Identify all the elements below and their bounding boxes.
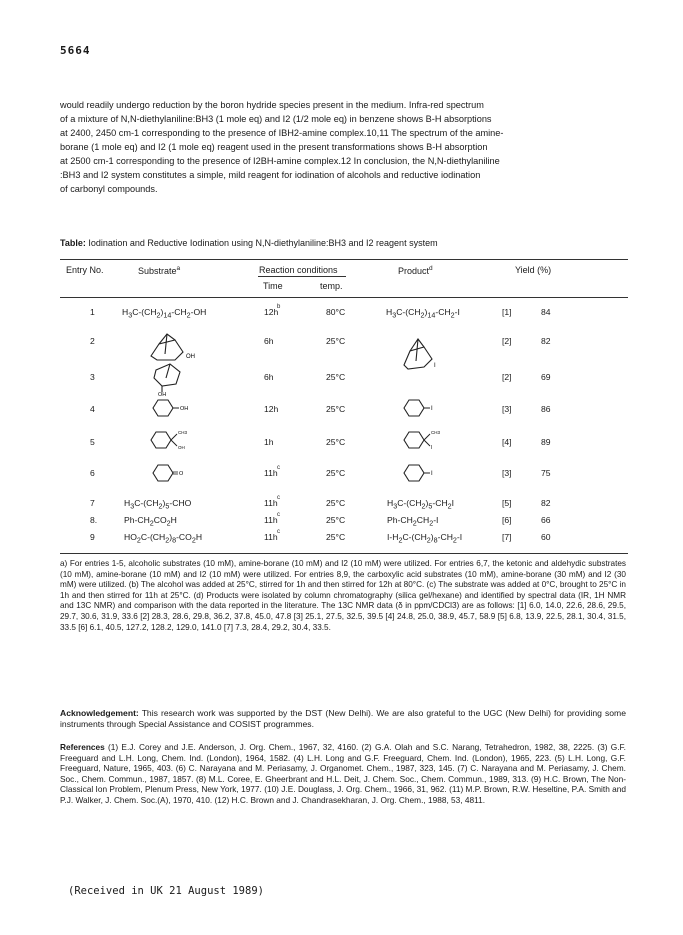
row-yield: 89 [541, 437, 551, 447]
substrate-formula-8: $Ph-CH_2CO_2H$ [124, 515, 177, 528]
time-footnote-mark: c [277, 512, 280, 518]
intro-line: :BH3 and I2 system constitutes a simple, mild reagent for iodination of alcohols and reductive iodination [60, 170, 481, 180]
product-formula-8: $Ph-CH_2CH_2-I$ [387, 515, 439, 528]
row-yield: 75 [541, 468, 551, 478]
intro-line: borane (1 mole eq) and I2 (1 mole eq) reagent used in the present transformations shows B-H absorption [60, 142, 488, 152]
row-temp: 25°C [326, 468, 346, 478]
row-entry: 1 [90, 307, 95, 317]
svg-text:I: I [431, 471, 433, 477]
row-time: 6h [264, 372, 274, 382]
table-title-text: Iodination and Reductive Iodination using N,N-diethylaniline:BH3 and I2 reagent system [88, 238, 438, 248]
row-ref: [6] [502, 515, 512, 525]
product-structure-5 [398, 426, 448, 452]
product-formula-7: $H_3C-(CH_2)_5-CH_2I$ [387, 498, 455, 511]
row-entry: 9 [90, 532, 95, 542]
svg-text:OH: OH [180, 406, 189, 412]
row-ref: [7] [502, 532, 512, 542]
intro-line: of a mixture of N,N-diethylaniline:BH3 (1 mole eq) and I2 (1/2 mole eq) in benzene shows B-H absorptions [60, 114, 492, 124]
row-ref: [1] [502, 307, 512, 317]
substrate-structure-2 [145, 330, 205, 364]
header-substrate: Substrate$^a$ [138, 265, 181, 276]
row-entry: 3 [90, 372, 95, 382]
row-entry: 7 [90, 498, 95, 508]
row-time: 11h [264, 532, 278, 542]
row-yield: 82 [541, 336, 551, 346]
row-yield: 84 [541, 307, 551, 317]
row-time: 12h [264, 404, 279, 414]
table-title-label: Table: [60, 238, 86, 248]
row-yield: 60 [541, 532, 551, 542]
row-temp: 25°C [326, 515, 346, 525]
intro-paragraph [60, 98, 624, 196]
row-entry: 8. [90, 515, 98, 525]
svg-text:OH: OH [178, 445, 185, 450]
svg-text:I: I [434, 363, 436, 369]
row-yield: 69 [541, 372, 551, 382]
row-temp: 25°C [326, 437, 346, 447]
row-entry: 5 [90, 437, 95, 447]
substrate-structure-4 [145, 398, 205, 418]
conditions-underline [258, 276, 346, 277]
row-ref: [2] [502, 372, 512, 382]
substrate-structure-3 [150, 360, 190, 396]
intro-line: at 2500 cm-1 corresponding to the presence of I2BH-amine complex.12 In conclusion, the N,N-diethylaniline [60, 156, 500, 166]
time-footnote-mark: b [277, 304, 281, 310]
row-time: 11h [264, 468, 278, 478]
header-product: Product$^d$ [398, 265, 433, 276]
intro-line: at 2400, 2450 cm-1 corresponding to the presence of IBH2-amine complex.10,11 The spectrum of the amine- [60, 128, 504, 138]
substrate-formula-1: $H_3C-(CH_2)_{14}-CH_2-OH$ [122, 307, 207, 320]
header-entry: Entry No. [66, 265, 104, 275]
row-ref: [5] [502, 498, 512, 508]
row-ref: [2] [502, 336, 512, 346]
received-date: (Received in UK 21 August 1989) [68, 885, 264, 897]
row-temp: 80°C [326, 307, 346, 317]
row-yield: 66 [541, 515, 551, 525]
table-footnotes: a) For entries 1-5, alcoholic substrates (10 mM), amine-borane (10 mM) and I2 (10 mM) were utilized. For entries 6,7, the ketonic and aldehydic substrates (10 mM), amine-borane (10 mM) and I2 (10 mM) were utilized. For entries 8,9, the carboxylic acid substrates (10 mM), amine-borane (30 mM) and I2 (30 mM) were utilized. (b) The alcohol was added at 25°C, stirred for 1h and then stirred for 12h at 80°C. (c) The substrate was added at 0°C, brought to 25°C in 1h and then stirred for 11h at 25°C. (d) Products were isolated by column chromatography (silica gel/hexane) and identified by spectral data (IR, 1H NMR and 13C NMR) and comparison with the data reported in the literature. The 13C NMR data (δ in ppm/CDCl3) are as follows: [1] 6.0, 14.0, 22.6, 28.6, 29.5, 29.7, 30.6, 31.9, 33.6 [2] 28.3, 28.6, 29.8, 36.2, 37.8, 45.0, 47.8 [3] 25.1, 27.5, 32.5, 39.5 [4] 24.8, 25.0, 38.9, 45.7, 58.9 [5] 6.8, 13.9, 22.5, 28.1, 30.4, 31.5, 33.5 [6] 6.1, 40.5, 127.2, 128.2, 129.0, 141.0 [7] 7.3, 28.4, 29.2, 30.4, 33.5. [60, 559, 626, 632]
substrate-formula-7: $H_3C-(CH_2)_5$-CHO [124, 498, 192, 511]
product-formula-9: $I-H_2C-(CH_2)_8-CH_2-I$ [387, 532, 463, 545]
row-yield: 82 [541, 498, 551, 508]
product-structure-4 [398, 398, 448, 418]
header-conditions: Reaction conditions [259, 265, 338, 275]
svg-text:I: I [431, 406, 433, 412]
product-structure-2 [398, 335, 458, 375]
time-footnote-mark: c [277, 465, 280, 471]
row-yield: 86 [541, 404, 551, 414]
svg-text:OH: OH [186, 354, 195, 360]
row-temp: 25°C [326, 372, 346, 382]
row-entry: 4 [90, 404, 95, 414]
page-number: 5664 [60, 44, 91, 57]
header-yield: Yield (%) [515, 265, 552, 275]
product-formula-1: $H_3C-(CH_2)_{14}-CH_2-I$ [386, 307, 460, 320]
row-time: 12h [264, 307, 279, 317]
table-top-rule [60, 259, 628, 260]
svg-text:O: O [179, 471, 184, 477]
row-time: 6h [264, 336, 274, 346]
row-ref: [4] [502, 437, 512, 447]
time-footnote-mark: c [277, 529, 280, 535]
row-ref: [3] [502, 468, 512, 478]
product-structure-6 [398, 463, 448, 483]
row-entry: 2 [90, 336, 95, 346]
row-ref: [3] [502, 404, 512, 414]
table-header-rule [60, 297, 628, 298]
row-entry: 6 [90, 468, 95, 478]
row-time: 11h [264, 515, 278, 525]
row-time: 1h [264, 437, 274, 447]
acknowledgement-text: This research work was supported by the DST (New Delhi). We are also grateful to the UGC (New Delhi) for providing some instruments through Special Assistance and COSIST programmes. [60, 708, 626, 729]
table-bottom-rule [60, 553, 628, 554]
svg-text:OH: OH [158, 392, 167, 396]
table-title [60, 238, 438, 248]
time-footnote-mark: c [277, 495, 280, 501]
substrate-formula-9: $HO_2C-(CH_2)_8-CO_2H$ [124, 532, 203, 545]
acknowledgement [60, 708, 626, 730]
references [60, 742, 626, 806]
svg-text:I: I [431, 445, 433, 451]
intro-line: would readily undergo reduction by the boron hydride species present in the medium. Infra-red spectrum [60, 100, 484, 110]
row-temp: 25°C [326, 532, 346, 542]
header-time: Time [263, 281, 283, 291]
substrate-structure-5 [145, 426, 205, 452]
substrate-structure-6 [145, 463, 205, 483]
acknowledgement-label: Acknowledgement: [60, 708, 139, 718]
row-temp: 25°C [326, 498, 346, 508]
row-temp: 25°C [326, 336, 346, 346]
references-label: References [60, 742, 105, 752]
svg-text:CH3: CH3 [178, 430, 188, 435]
row-time: 11h [264, 498, 278, 508]
svg-text:CH3: CH3 [431, 430, 441, 435]
header-temp: temp. [320, 281, 343, 291]
row-temp: 25°C [326, 404, 346, 414]
references-text: (1) E.J. Corey and J.E. Anderson, J. Org. Chem., 1967, 32, 4160. (2) G.A. Olah and S.C. Narang, Tetrahedron, 1982, 38, 2225. (3) G.F. Freeguard and L.H. Long, Chem. Ind. (London), 1964, 1582. (4) L.H. Long and G.F. Freeguard, Chem. Ind. (London), 1965, 223. (5) L.H. Long, G.F. Freeguard, Nature, 1965, 403. (6) C. Narayana and M. Periasamy, J. Organomet. Chem., 1987, 323, 145. (7) C. Narayana and M. Periasamy, J. Chem. Soc., Chem. Commun., 1987, 1857. (8) M.L. Coree, E. Gheerbrant and H.L. Deit, J. Chem. Soc., Chem. Commun., 1989, 313. (9) H.C. Brown, The Non-Classical Ion Problem, Plenum Press, New York, 1977. (10) J.E. Douglass, J. Org. Chem., 1966, 31, 962. (11) M.P. Brown, R.W. Heseltine, P.A. Smith and P.J. Walker, J. Chem. Soc.(A), 1970, 410. (12) H.C. Brown and J. Chandrasekharan, J. Org. Chem., 1988, 53, 4811. [60, 742, 626, 805]
intro-line: of carbonyl compounds. [60, 184, 158, 194]
